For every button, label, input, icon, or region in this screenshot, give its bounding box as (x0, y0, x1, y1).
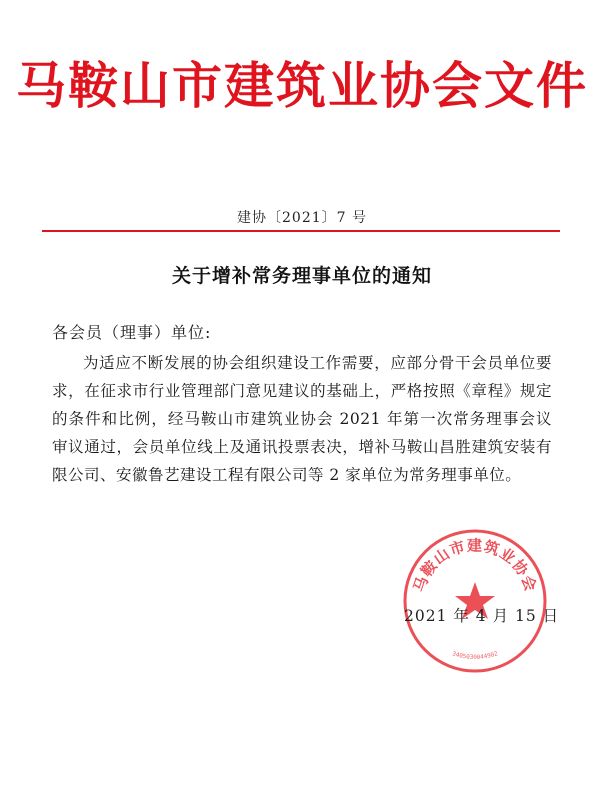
notice-title: 关于增补常务理事单位的通知 (171, 265, 432, 287)
salutation: 各会员（理事）单位: (52, 323, 212, 342)
letterhead-title: 马鞍山市建筑业协会文件 (16, 56, 588, 115)
body-paragraph: 为适应不断发展的协会组织建设工作需要，应部分骨干会员单位要求，在征求市行业管理部门意见建议的基础上，严格按照《章程》规定的条件和比例，经马鞍山市建筑业协会 2021 年第一次常务理事会议审议通过，会员单位线上及通讯投票表决，增补马鞍山昌胜建筑安装有限公司、安徽鲁艺建设工程有限公司等 2 家单位为常务理事单位。 (52, 354, 552, 484)
red-divider-line (42, 230, 560, 232)
document-number: 建协〔2021〕7 号 (237, 210, 367, 226)
seal-code: 3405030044902 (451, 650, 499, 661)
issue-date: 2021 年 4 月 15 日 (404, 607, 560, 625)
svg-text:3405030044902 (451, 650, 499, 661)
official-seal-icon (402, 528, 548, 674)
seal-text: 马鞍山市建筑业协会 (410, 536, 540, 595)
